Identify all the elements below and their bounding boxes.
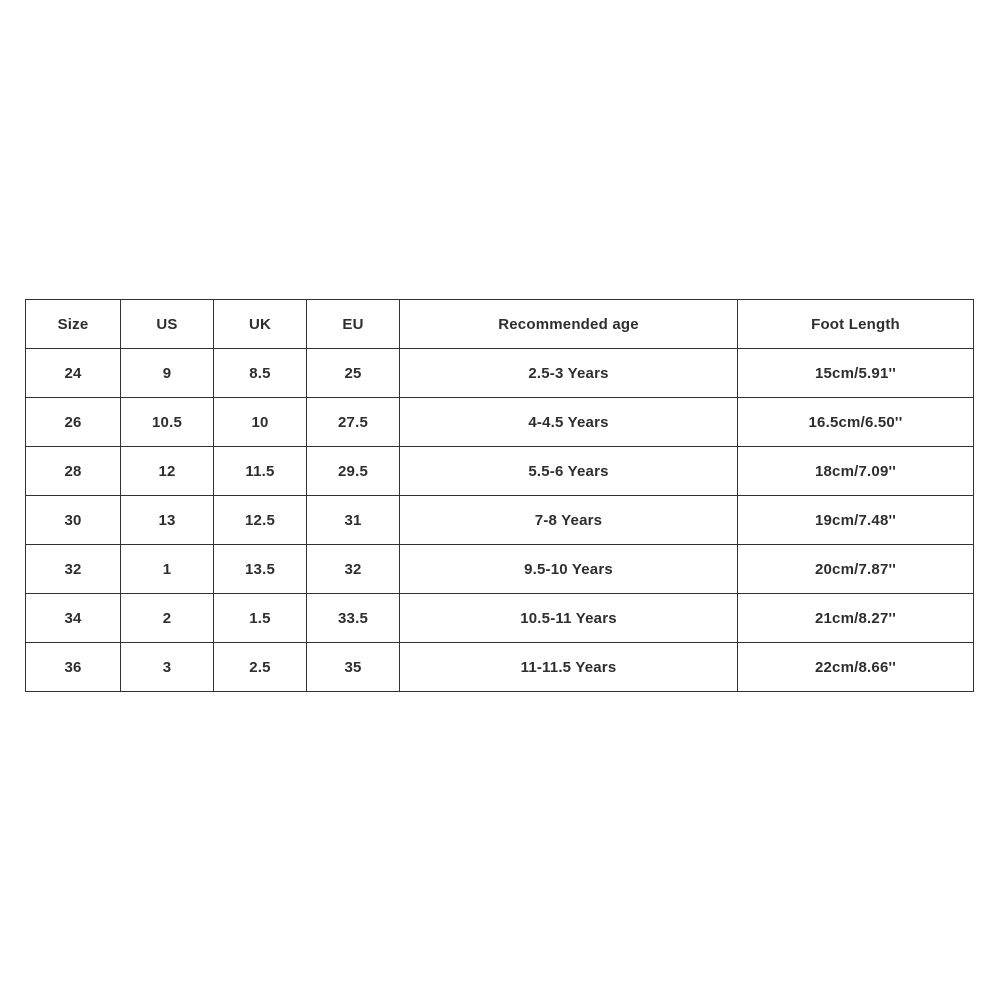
table-cell-recommended-age: 11-11.5 Years (400, 643, 738, 692)
table-cell-size: 34 (26, 594, 121, 643)
table-cell-us: 1 (121, 545, 214, 594)
table-cell-recommended-age: 10.5-11 Years (400, 594, 738, 643)
table-row (26, 496, 974, 545)
header-cell-size: Size (26, 300, 121, 349)
table-row (26, 594, 974, 643)
table-cell-uk: 8.5 (214, 349, 307, 398)
table-cell-foot-length: 16.5cm/6.50'' (738, 398, 974, 447)
size-chart-table (25, 299, 974, 692)
table-cell-recommended-age: 5.5-6 Years (400, 447, 738, 496)
table-cell-uk: 12.5 (214, 496, 307, 545)
table-cell-us: 3 (121, 643, 214, 692)
header-cell-uk: UK (214, 300, 307, 349)
table-cell-recommended-age: 2.5-3 Years (400, 349, 738, 398)
table-cell-uk: 11.5 (214, 447, 307, 496)
table-cell-us: 9 (121, 349, 214, 398)
header-cell-foot-length: Foot Length (738, 300, 974, 349)
table-cell-eu: 27.5 (307, 398, 400, 447)
table-cell-foot-length: 15cm/5.91'' (738, 349, 974, 398)
table-row (26, 545, 974, 594)
table-cell-eu: 25 (307, 349, 400, 398)
header-cell-recommended-age: Recommended age (400, 300, 738, 349)
table-cell-recommended-age: 9.5-10 Years (400, 545, 738, 594)
table-cell-uk: 10 (214, 398, 307, 447)
table-cell-us: 2 (121, 594, 214, 643)
table-row (26, 643, 974, 692)
table-cell-eu: 31 (307, 496, 400, 545)
table-cell-foot-length: 20cm/7.87'' (738, 545, 974, 594)
table-cell-us: 13 (121, 496, 214, 545)
header-row (26, 300, 974, 349)
table-cell-foot-length: 18cm/7.09'' (738, 447, 974, 496)
table-cell-us: 10.5 (121, 398, 214, 447)
table-cell-eu: 29.5 (307, 447, 400, 496)
table-cell-size: 26 (26, 398, 121, 447)
header-cell-us: US (121, 300, 214, 349)
table-row (26, 398, 974, 447)
table-cell-size: 30 (26, 496, 121, 545)
table-cell-foot-length: 19cm/7.48'' (738, 496, 974, 545)
table-cell-foot-length: 22cm/8.66'' (738, 643, 974, 692)
table-cell-us: 12 (121, 447, 214, 496)
table-cell-eu: 32 (307, 545, 400, 594)
table-cell-size: 36 (26, 643, 121, 692)
table-cell-eu: 33.5 (307, 594, 400, 643)
table-row (26, 349, 974, 398)
table-cell-eu: 35 (307, 643, 400, 692)
table-cell-recommended-age: 7-8 Years (400, 496, 738, 545)
table-cell-size: 28 (26, 447, 121, 496)
table-cell-uk: 13.5 (214, 545, 307, 594)
table-cell-size: 24 (26, 349, 121, 398)
table-cell-foot-length: 21cm/8.27'' (738, 594, 974, 643)
table-row (26, 447, 974, 496)
header-cell-eu: EU (307, 300, 400, 349)
table-cell-uk: 1.5 (214, 594, 307, 643)
table-cell-size: 32 (26, 545, 121, 594)
table-cell-recommended-age: 4-4.5 Years (400, 398, 738, 447)
table-cell-uk: 2.5 (214, 643, 307, 692)
